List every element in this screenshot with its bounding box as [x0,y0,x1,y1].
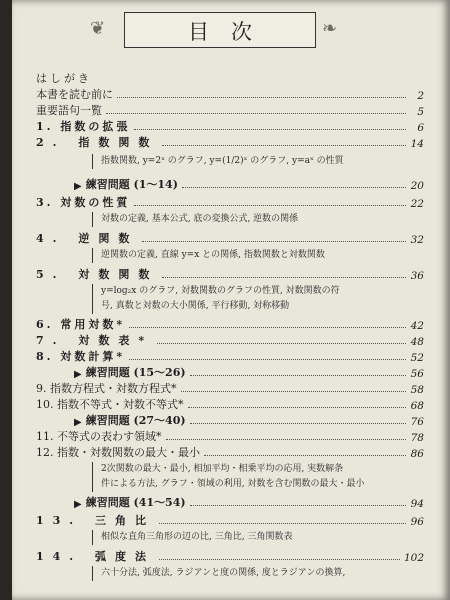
description-line: 逆関数の定義, 直線 y=x との関係, 指数関数と対数関数 [101,250,325,260]
dot-leader [159,522,406,524]
toc-entry-label: 12. 指数・対数関数の最大・最小 [36,446,200,459]
toc-entry-chapter-2[interactable] [36,134,424,150]
dot-leader [134,204,406,206]
toc-entry-label: 5. 対数関数 [36,268,159,281]
toc-entry-label: 重要語句一覧 [36,104,102,117]
toc-entry-chapter-1[interactable] [36,118,424,134]
description-line: 2次関数の最大・最小, 相加平均・相乗平均の応用, 実数解条 [101,464,344,474]
toc-page-number: 14 [410,138,424,150]
toc-entry-label: 8. 対数計算* [36,350,126,363]
toc-entry-chapter-10[interactable] [36,396,424,412]
toc-entry-label: 6. 常用対数* [36,318,126,331]
toc-page-number: 58 [410,384,424,396]
toc-page-number: 76 [410,416,424,428]
toc-page-number: 20 [410,180,424,192]
toc-entry-label: はしがき [36,72,92,85]
toc-entry-chapter-11[interactable] [36,428,424,444]
toc-entry-chapter-6[interactable] [36,316,424,332]
toc-entry-label: 練習問題 (1〜14) [85,178,178,191]
toc-page-number: 78 [410,432,424,444]
toc-page-number: 2 [417,90,424,102]
dot-leader [159,558,400,560]
toc-entry-hashigaki[interactable] [36,70,424,86]
dot-leader [129,358,406,360]
dot-leader [190,374,406,376]
toc-entry-label: 1. 指数の拡張 [36,120,131,133]
dot-leader [129,326,406,328]
toc-page-number: 96 [410,516,424,528]
chapter-13-description [92,530,401,545]
toc-entry-label: 7. 対数表* [36,334,154,347]
description-line: 対数の定義, 基本公式, 底の変換公式, 逆数の関係 [101,214,299,224]
toc-page-number: 68 [410,400,424,412]
chapter-4-description [92,248,401,263]
toc-entry-label: 2. 指数関数 [36,136,159,149]
toc-exercise-15-26[interactable] [74,364,424,380]
toc-entry-label: 練習問題 (41〜54) [85,496,186,509]
dot-leader [157,342,406,344]
toc-entry-label: 9. 指数方程式・対数方程式* [36,382,177,395]
toc-entry-chapter-8[interactable] [36,348,424,364]
toc-entry-chapter-13[interactable] [36,512,424,528]
dot-leader [181,390,407,392]
leaf-ornament-left-icon: ❦ [90,18,106,39]
triangle-marker-icon: ▶ [74,417,82,428]
leaf-ornament-right-icon: ❧ [322,18,338,39]
chapter-3-description [92,212,401,227]
toc-exercise-1-14[interactable] [74,176,424,192]
dot-leader [182,186,406,188]
toc-page-number: 6 [417,122,424,134]
triangle-marker-icon: ▶ [74,181,82,192]
toc-entry-chapter-9[interactable] [36,380,424,396]
toc-entry-label: 13. 三角比 [36,514,155,527]
toc-exercise-27-40[interactable] [74,412,424,428]
description-line: 号, 真数と対数の大小関係, 平行移動, 対称移動 [101,301,290,311]
toc-page-number: 102 [403,552,424,564]
toc-entry-label: 11. 不等式の表わす領域* [36,430,162,443]
toc-page-number: 22 [410,198,424,210]
dot-leader [162,276,406,278]
description-line: 六十分法, 弧度法, ラジアンと度の関係, 度とラジアンの換算, [101,568,346,578]
toc-entry-chapter-5[interactable] [36,266,424,282]
dot-leader [204,454,406,456]
chapter-12-description [92,462,401,492]
dot-leader [117,96,406,98]
toc-entry-before-reading[interactable] [36,86,424,102]
dot-leader [106,112,406,114]
chapter-5-description [92,284,401,314]
dot-leader [134,128,406,130]
toc-entry-chapter-7[interactable] [36,332,424,348]
toc-page-number: 36 [410,270,424,282]
toc-entry-label: 練習問題 (27〜40) [85,414,186,427]
triangle-marker-icon: ▶ [74,499,82,510]
dot-leader [162,144,406,146]
toc-exercise-41-54[interactable] [74,494,424,510]
title-box [124,12,316,48]
toc-entry-label: 14. 弧度法 [36,550,155,563]
page-title: 目次 [188,20,274,44]
toc-page-number: 32 [410,234,424,246]
description-line: y=log₂x のグラフ, 対数関数のグラフの性質, 対数関数の符 [101,286,340,296]
dot-leader [142,240,406,242]
toc-page-number: 52 [410,352,424,364]
toc-entry-label: 10. 指数不等式・対数不等式* [36,398,184,411]
toc-entry-key-terms[interactable] [36,102,424,118]
description-line: 相似な直角三角形の辺の比, 三角比, 三角関数表 [101,532,293,542]
triangle-marker-icon: ▶ [74,369,82,380]
book-page [12,0,450,600]
toc-page-number: 42 [410,320,424,332]
toc-page-number: 56 [410,368,424,380]
dot-leader [188,406,407,408]
toc-entry-chapter-12[interactable] [36,444,424,460]
toc-entry-label: 3. 対数の性質 [36,196,131,209]
description-line: 件による方法, グラフ・領域の利用, 対数を含む関数の最大・最小 [101,479,365,489]
toc-entry-chapter-3[interactable] [36,194,424,210]
toc-page-number: 5 [417,106,424,118]
toc-page-number: 94 [410,498,424,510]
toc-page-number: 48 [410,336,424,348]
toc-entry-chapter-4[interactable] [36,230,424,246]
dot-leader [166,438,407,440]
toc-entry-chapter-14[interactable] [36,548,424,564]
description-line: 指数関数, y=2ˣ のグラフ, y=(1/2)ˣ のグラフ, y=aˣ の性質 [101,156,344,166]
chapter-2-description [92,154,401,169]
toc-page-number: 86 [410,448,424,460]
toc-entry-label: 練習問題 (15〜26) [85,366,186,379]
dot-leader [190,504,406,506]
toc-entry-label: 本書を読む前に [36,88,113,101]
chapter-14-description [92,566,401,581]
dot-leader [190,422,406,424]
toc-entry-label: 4. 逆関数 [36,232,139,245]
